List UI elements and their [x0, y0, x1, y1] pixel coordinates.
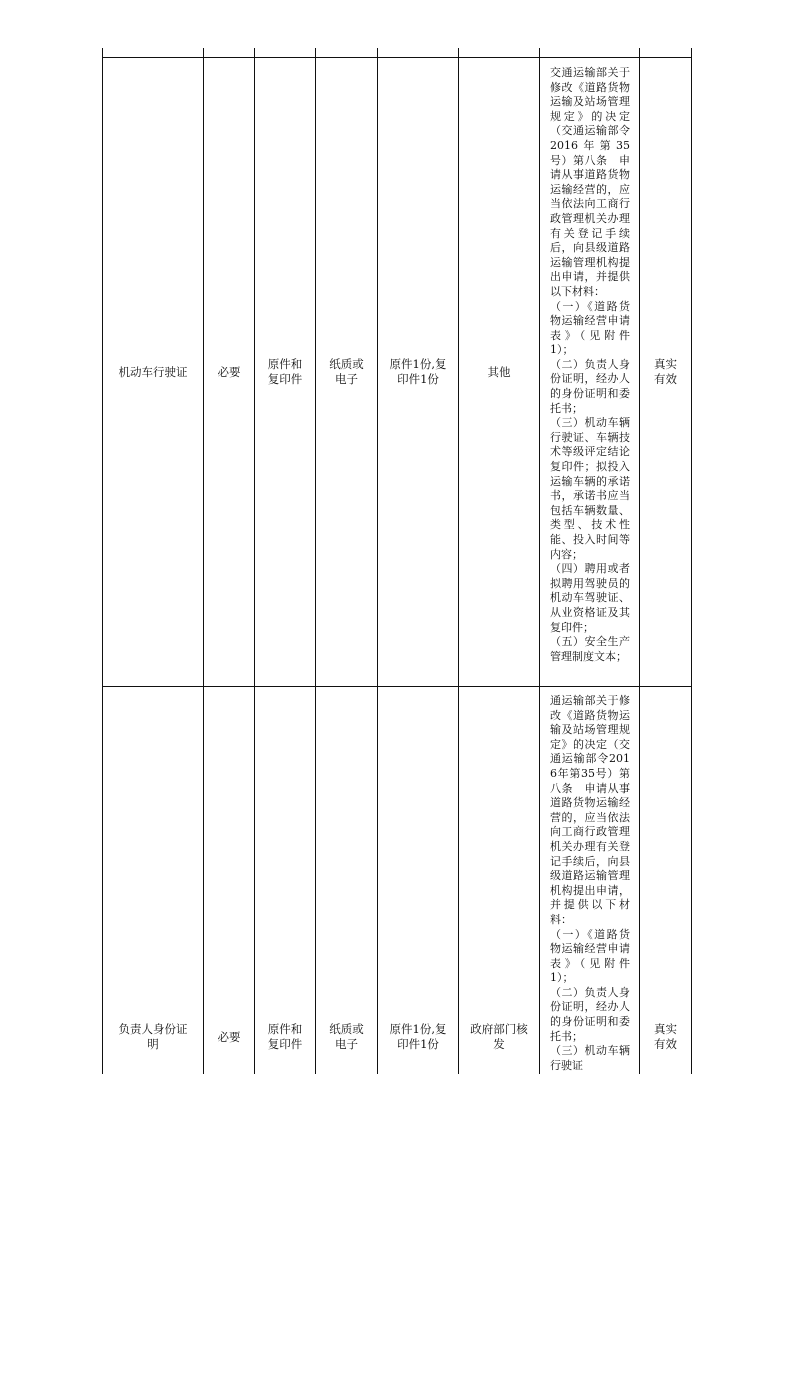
- legal-basis-item: （三）机动车辆行驶证、车辆技术等级评定结论复印件；拟投入运输车辆的承诺书，承诺书应当包括车辆数量、类型、技术性能、投入时间等内容；: [550, 416, 630, 561]
- required-flag: 必要: [217, 1029, 241, 1044]
- legal-basis-item: （一）《道路货物运输经营申请表》（见附件1）；: [550, 927, 630, 985]
- column-divider: [691, 48, 692, 1074]
- form-cell: [255, 58, 315, 686]
- legal-basis-paragraph: 交通运输部关于修改《道路货物运输及站场管理规定》的决定（交通运输部令2016年第35号）第八条 申请从事道路货物运输经营的，应当依法向工商行政管理机关办理有关登记手续后，向县级道路运输管理机构提出申请，并提供以下材料：: [550, 66, 630, 298]
- material-name: 负责人身份证明: [118, 1022, 188, 1051]
- material-form: 原件和复印件: [267, 1022, 303, 1051]
- source-cell: [459, 58, 539, 686]
- legal-basis-cell: [550, 66, 630, 664]
- material-requirement: 真实有效: [654, 1022, 677, 1051]
- material-source: 其他: [487, 364, 511, 379]
- material-requirement: 真实有效: [654, 357, 677, 386]
- material-copies: 原件1份,复印件1份: [389, 357, 447, 386]
- column-divider: [539, 48, 540, 1074]
- legal-basis-item: （五）安全生产管理制度文本；: [550, 635, 630, 663]
- required-flag: 必要: [217, 364, 241, 379]
- required-cell: [204, 687, 254, 1387]
- material-media: 纸质或电子: [329, 1022, 364, 1051]
- legal-basis-item: （三）机动车辆行驶证: [550, 1044, 630, 1072]
- copies-cell: [378, 58, 458, 686]
- legal-basis-item: （二）负责人身份证明，经办人的身份证明和委托书；: [550, 357, 630, 415]
- source-cell: [459, 687, 539, 1387]
- media-cell: [316, 687, 377, 1387]
- media-cell: [316, 58, 377, 686]
- form-cell: [255, 687, 315, 1387]
- legal-basis-paragraph: 通运输部关于修改《道路货物运输及站场管理规定》的决定（交通运输部令2016年第35号）第八条 申请从事道路货物运输经营的，应当依法向工商行政管理机关办理有关登记手续后，向县级道路运输管理机构提出申请，并提供以下材料：: [550, 694, 630, 926]
- material-name: 机动车行驶证: [118, 364, 188, 379]
- required-cell: [204, 58, 254, 686]
- legal-basis-cell: [550, 694, 630, 1073]
- copies-cell: [378, 687, 458, 1387]
- materials-table: [102, 48, 692, 1074]
- legal-basis-item: （四）聘用或者拟聘用驾驶员的机动车驾驶证、从业资格证及其复印件；: [550, 562, 630, 634]
- material-name-cell: [103, 687, 203, 1387]
- legal-basis-item: （二）负责人身份证明，经办人的身份证明和委托书；: [550, 985, 630, 1043]
- material-name-cell: [103, 58, 203, 686]
- material-copies: 原件1份,复印件1份: [389, 1022, 447, 1051]
- legal-basis-item: （一）《道路货物运输经营申请表》（见附件1）；: [550, 299, 630, 357]
- material-media: 纸质或电子: [329, 357, 364, 386]
- requirement-cell: [640, 58, 691, 686]
- requirement-cell: [640, 687, 691, 1387]
- material-form: 原件和复印件: [267, 357, 303, 386]
- material-source: 政府部门核发: [470, 1022, 528, 1051]
